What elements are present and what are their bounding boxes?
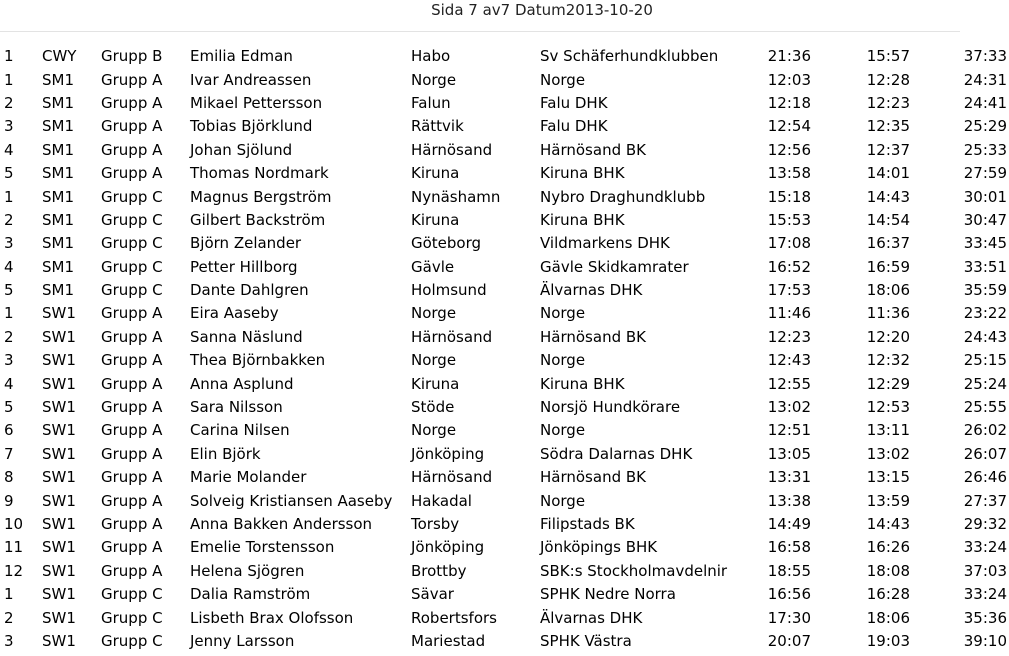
table-row [0,185,1009,208]
table-row [0,232,1009,255]
club-cell: Norge [540,491,586,510]
placement-cell: 3 [4,631,14,650]
time-2-cell: 16:28 [866,585,910,604]
time-2-cell: 16:59 [866,257,910,276]
time-2-cell: 18:06 [866,608,910,627]
hometown-cell: Habo [411,47,451,66]
total-time-cell: 37:03 [963,561,1007,580]
time-2-cell: 16:26 [866,538,910,557]
table-row [0,443,1009,466]
time-2-cell: 15:57 [866,47,910,66]
total-time-cell: 25:24 [963,374,1007,393]
competitor-name-cell: Lisbeth Brax Olofsson [190,608,354,627]
hometown-cell: Brottby [411,561,467,580]
class-cell: SW1 [42,351,76,370]
hometown-cell: Holmsund [411,281,487,300]
time-1-cell: 13:31 [767,468,811,487]
time-2-cell: 13:02 [866,444,910,463]
hometown-cell: Norge [411,70,457,89]
total-time-cell: 24:43 [963,327,1007,346]
competitor-name-cell: Eira Aaseby [190,304,279,323]
hometown-cell: Robertsfors [411,608,497,627]
placement-cell: 2 [4,93,14,112]
placement-cell: 5 [4,398,14,417]
hometown-cell: Stöde [411,398,455,417]
competitor-name-cell: Thea Björnbakken [190,351,326,370]
table-row [0,92,1009,115]
club-cell: Sv Schäferhundklubben [540,47,719,66]
table-row [0,349,1009,372]
time-2-cell: 11:36 [866,304,910,323]
time-2-cell: 12:20 [866,327,910,346]
table-row [0,396,1009,419]
class-cell: SW1 [42,304,76,323]
class-cell: SW1 [42,608,76,627]
class-cell: CWY [42,47,77,66]
class-cell: SM1 [42,281,75,300]
competitor-name-cell: Tobias Björklund [190,117,313,136]
hometown-cell: Härnösand [411,327,493,346]
competitor-name-cell: Solveig Kristiansen Aaseby [190,491,393,510]
table-row [0,302,1009,325]
hometown-cell: Norge [411,421,457,440]
group-cell: Grupp A [101,538,163,557]
total-time-cell: 25:15 [963,351,1007,370]
total-time-cell: 27:59 [963,164,1007,183]
total-time-cell: 25:55 [963,398,1007,417]
placement-cell: 7 [4,444,14,463]
hometown-cell: Kiruna [411,210,460,229]
placement-cell: 2 [4,210,14,229]
total-time-cell: 35:59 [963,281,1007,300]
group-cell: Grupp C [101,281,163,300]
placement-cell: 4 [4,140,14,159]
placement-cell: 4 [4,257,14,276]
group-cell: Grupp A [101,93,163,112]
total-time-cell: 23:22 [963,304,1007,323]
group-cell: Grupp A [101,421,163,440]
table-row [0,326,1009,349]
time-1-cell: 16:56 [767,585,811,604]
class-cell: SM1 [42,70,75,89]
class-cell: SW1 [42,398,76,417]
time-1-cell: 18:55 [767,561,811,580]
total-time-cell: 39:10 [963,631,1007,650]
class-cell: SM1 [42,210,75,229]
hometown-cell: Nynäshamn [411,187,501,206]
club-cell: Södra Dalarnas DHK [540,444,693,463]
time-1-cell: 12:55 [767,374,811,393]
hometown-cell: Rättvik [411,117,464,136]
class-cell: SM1 [42,93,75,112]
hometown-cell: Gävle [411,257,455,276]
time-1-cell: 12:18 [767,93,811,112]
competitor-name-cell: Johan Sjölund [190,140,293,159]
club-cell: Falu DHK [540,117,608,136]
class-cell: SW1 [42,515,76,533]
placement-cell: 3 [4,351,14,370]
time-1-cell: 12:23 [767,327,811,346]
hometown-cell: Falun [411,93,451,112]
class-cell: SW1 [42,631,76,650]
table-row [0,560,1009,583]
hometown-cell: Norge [411,304,457,323]
competitor-name-cell: Dalia Ramström [190,585,311,604]
club-cell: Falu DHK [540,93,608,112]
competitor-name-cell: Helena Sjögren [190,561,305,580]
club-cell: Filipstads BK [540,515,635,533]
hometown-cell: Mariestad [411,631,486,650]
competitor-name-cell: Ivar Andreassen [190,70,312,89]
table-row [0,209,1009,232]
club-cell: SPHK Västra [540,631,632,650]
club-cell: Härnösand BK [540,468,646,487]
time-1-cell: 17:53 [767,281,811,300]
group-cell: Grupp A [101,561,163,580]
class-cell: SW1 [42,421,76,440]
total-time-cell: 26:46 [963,468,1007,487]
total-time-cell: 33:45 [963,234,1007,253]
club-cell: Vildmarkens DHK [540,234,670,253]
group-cell: Grupp A [101,304,163,323]
time-2-cell: 13:15 [866,468,910,487]
time-1-cell: 21:36 [767,47,811,66]
group-cell: Grupp A [101,491,163,510]
club-cell: Nybro Draghundklubb [540,187,706,206]
page-header-text: Sida 7 av7 Datum2013-10-20 [431,1,653,19]
competitor-name-cell: Jenny Larsson [190,631,295,650]
hometown-cell: Härnösand [411,468,493,487]
time-2-cell: 13:59 [866,491,910,510]
class-cell: SW1 [42,444,76,463]
time-1-cell: 17:30 [767,608,811,627]
time-2-cell: 18:08 [866,561,910,580]
club-cell: Norge [540,351,586,370]
time-1-cell: 12:54 [767,117,811,136]
time-1-cell: 13:38 [767,491,811,510]
group-cell: Grupp A [101,327,163,346]
table-row [0,606,1009,629]
placement-cell: 4 [4,374,14,393]
placement-cell: 5 [4,281,14,300]
time-2-cell: 14:43 [866,515,910,533]
competitor-name-cell: Sara Nilsson [190,398,283,417]
table-row [0,466,1009,489]
placement-cell: 1 [4,47,14,66]
club-cell: Härnösand BK [540,327,646,346]
time-1-cell: 17:08 [767,234,811,253]
time-1-cell: 12:51 [767,421,811,440]
class-cell: SW1 [42,468,76,487]
placement-cell: 1 [4,585,14,604]
table-row [0,630,1009,653]
time-1-cell: 20:07 [767,631,811,650]
table-row [0,372,1009,395]
table-row [0,513,1009,536]
total-time-cell: 30:01 [963,187,1007,206]
competitor-name-cell: Anna Asplund [190,374,294,393]
total-time-cell: 24:41 [963,93,1007,112]
class-cell: SW1 [42,585,76,604]
group-cell: Grupp A [101,140,163,159]
group-cell: Grupp A [101,70,163,89]
time-2-cell: 12:32 [866,351,910,370]
table-row [0,256,1009,279]
group-cell: Grupp A [101,398,163,417]
class-cell: SM1 [42,140,75,159]
total-time-cell: 27:37 [963,491,1007,510]
competitor-name-cell: Carina Nilsen [190,421,290,440]
competitor-name-cell: Elin Björk [190,444,261,463]
table-row [0,68,1009,91]
table-row [0,279,1009,302]
club-cell: Gävle Skidkamrater [540,257,689,276]
time-2-cell: 12:37 [866,140,910,159]
time-2-cell: 12:23 [866,93,910,112]
table-row [0,162,1009,185]
placement-cell: 6 [4,421,14,440]
table-row [0,536,1009,559]
group-cell: Grupp C [101,187,163,206]
hometown-cell: Jönköping [411,538,485,557]
time-2-cell: 14:54 [866,210,910,229]
placement-cell: 9 [4,491,14,510]
group-cell: Grupp A [101,468,163,487]
club-cell: Kiruna BHK [540,374,625,393]
placement-cell: 10 [4,515,24,533]
time-1-cell: 13:02 [767,398,811,417]
club-cell: SPHK Nedre Norra [540,585,676,604]
time-1-cell: 11:46 [767,304,811,323]
class-cell: SW1 [42,538,76,557]
club-cell: Kiruna BHK [540,210,625,229]
time-2-cell: 14:43 [866,187,910,206]
time-1-cell: 16:58 [767,538,811,557]
placement-cell: 11 [4,538,24,557]
time-1-cell: 12:43 [767,351,811,370]
total-time-cell: 33:51 [963,257,1007,276]
competitor-name-cell: Mikael Pettersson [190,93,323,112]
time-2-cell: 12:53 [866,398,910,417]
class-cell: SM1 [42,234,75,253]
hometown-cell: Härnösand [411,140,493,159]
time-1-cell: 13:58 [767,164,811,183]
placement-cell: 1 [4,187,14,206]
class-cell: SW1 [42,491,76,510]
club-cell: Härnösand BK [540,140,646,159]
time-1-cell: 13:05 [767,444,811,463]
time-2-cell: 14:01 [866,164,910,183]
table-row [0,115,1009,138]
placement-cell: 2 [4,327,14,346]
total-time-cell: 26:07 [963,444,1007,463]
page-header [0,0,960,22]
competitor-name-cell: Thomas Nordmark [190,164,329,183]
club-cell: Norge [540,304,586,323]
class-cell: SM1 [42,187,75,206]
placement-cell: 1 [4,304,14,323]
total-time-cell: 37:33 [963,47,1007,66]
group-cell: Grupp A [101,351,163,370]
group-cell: Grupp C [101,234,163,253]
total-time-cell: 35:36 [963,608,1007,627]
total-time-cell: 25:33 [963,140,1007,159]
competitor-name-cell: Emelie Torstensson [190,538,335,557]
group-cell: Grupp A [101,515,163,533]
club-cell: Norsjö Hundkörare [540,398,681,417]
time-1-cell: 16:52 [767,257,811,276]
competitor-name-cell: Emilia Edman [190,47,293,66]
time-2-cell: 19:03 [866,631,910,650]
placement-cell: 5 [4,164,14,183]
competitor-name-cell: Marie Molander [190,468,307,487]
club-cell: Norge [540,70,586,89]
hometown-cell: Torsby [411,515,460,533]
time-1-cell: 15:18 [767,187,811,206]
total-time-cell: 33:24 [963,585,1007,604]
group-cell: Grupp A [101,164,163,183]
competitor-name-cell: Sanna Näslund [190,327,303,346]
group-cell: Grupp C [101,257,163,276]
group-cell: Grupp A [101,117,163,136]
time-2-cell: 16:37 [866,234,910,253]
hometown-cell: Norge [411,351,457,370]
total-time-cell: 30:47 [963,210,1007,229]
group-cell: Grupp C [101,631,163,650]
time-1-cell: 15:53 [767,210,811,229]
class-cell: SW1 [42,374,76,393]
class-cell: SW1 [42,561,76,580]
group-cell: Grupp B [101,47,163,66]
time-1-cell: 12:03 [767,70,811,89]
time-2-cell: 13:11 [866,421,910,440]
class-cell: SM1 [42,117,75,136]
time-1-cell: 14:49 [767,515,811,533]
club-cell: Kiruna BHK [540,164,625,183]
time-2-cell: 18:06 [866,281,910,300]
club-cell: Älvarnas DHK [540,608,643,627]
placement-cell: 12 [4,561,24,580]
group-cell: Grupp C [101,608,163,627]
placement-cell: 2 [4,608,14,627]
club-cell: Jönköpings BHK [540,538,658,557]
hometown-cell: Göteborg [411,234,482,253]
competitor-name-cell: Gilbert Backström [190,210,326,229]
total-time-cell: 25:29 [963,117,1007,136]
table-row [0,583,1009,606]
hometown-cell: Hakadal [411,491,472,510]
class-cell: SM1 [42,257,75,276]
total-time-cell: 24:31 [963,70,1007,89]
club-cell: Norge [540,421,586,440]
total-time-cell: 26:02 [963,421,1007,440]
time-2-cell: 12:28 [866,70,910,89]
time-2-cell: 12:35 [866,117,910,136]
group-cell: Grupp A [101,374,163,393]
time-1-cell: 12:56 [767,140,811,159]
group-cell: Grupp A [101,444,163,463]
placement-cell: 1 [4,70,14,89]
placement-cell: 8 [4,468,14,487]
competitor-name-cell: Björn Zelander [190,234,302,253]
table-row [0,419,1009,442]
competitor-name-cell: Anna Bakken Andersson [190,515,373,533]
time-2-cell: 12:29 [866,374,910,393]
table-row [0,139,1009,162]
class-cell: SW1 [42,327,76,346]
hometown-cell: Kiruna [411,374,460,393]
total-time-cell: 33:24 [963,538,1007,557]
results-table-body [0,45,1009,653]
table-row [0,45,1009,68]
placement-cell: 3 [4,234,14,253]
club-cell: Älvarnas DHK [540,281,643,300]
club-cell: SBK:s Stockholmavdelnir [540,561,728,580]
total-time-cell: 29:32 [963,515,1007,533]
class-cell: SM1 [42,164,75,183]
group-cell: Grupp C [101,210,163,229]
results-table [0,45,1009,653]
placement-cell: 3 [4,117,14,136]
competitor-name-cell: Dante Dahlgren [190,281,309,300]
hometown-cell: Jönköping [411,444,485,463]
hometown-cell: Sävar [411,585,454,604]
competitor-name-cell: Petter Hillborg [190,257,298,276]
hometown-cell: Kiruna [411,164,460,183]
table-row [0,489,1009,512]
header-divider [0,31,960,32]
competitor-name-cell: Magnus Bergström [190,187,332,206]
group-cell: Grupp C [101,585,163,604]
